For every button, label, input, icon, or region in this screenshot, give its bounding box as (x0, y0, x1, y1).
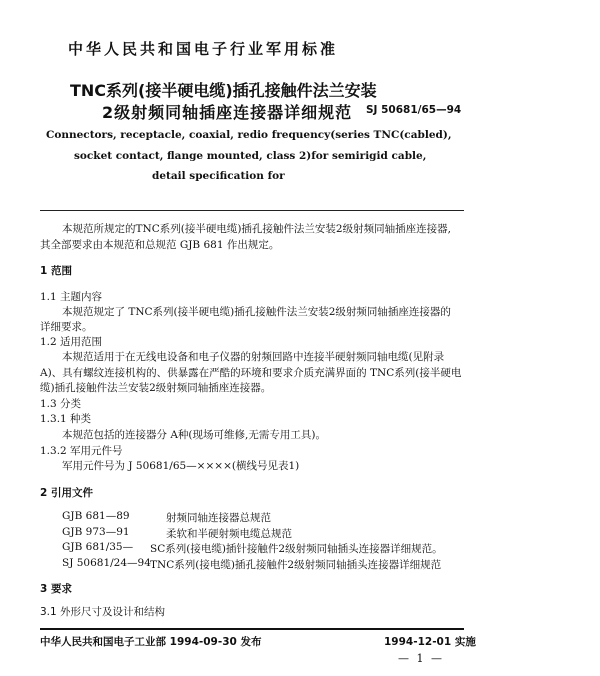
section-1-1-line1: 本规范规定了 TNC系列(接半硬电缆)插孔接触件法兰安装2级射频同轴插座连接器的 (62, 306, 451, 318)
reference-code: GJB 681/35— (62, 541, 134, 553)
doc-title-line1: TNC系列(接半硬电缆)插孔接触件法兰安装 (70, 81, 377, 100)
english-title-line1: Connectors, receptacle, coaxial, redio frequency(series TNC(cabled), (46, 129, 452, 141)
english-title-line3: detail specification for (152, 170, 285, 182)
section-1-heading: 1 范围 (40, 265, 72, 277)
section-1-3-2-heading: 1.3.2 军用元件号 (40, 445, 123, 457)
section-2-heading: 2 引用文件 (40, 487, 93, 499)
section-1-2-line1: 本规范适用于在无线电设备和电子仪器的射频回路中连接半硬射频同轴电缆(见附录 (62, 351, 445, 363)
section-1-1-heading: 1.1 主题内容 (40, 291, 103, 303)
section-1-1-line2: 详细要求。 (40, 321, 93, 333)
effective-date: 1994-12-01 实施 (384, 636, 476, 648)
reference-title: 射频同轴连接器总规范 (166, 512, 271, 524)
section-1-2-line3: 缆)插孔接触件法兰安装2级射频同轴插座连接器。 (40, 382, 272, 394)
title-divider (40, 210, 464, 211)
section-3-1-heading: 3.1 外形尺寸及设计和结构 (40, 606, 166, 618)
reference-code: SJ 50681/24—94 (62, 557, 151, 569)
reference-title: SC系列(接电缆)插针接触件2级射频同轴插头连接器详细规范。 (150, 543, 443, 555)
section-1-3-2-line1: 军用元件号为 J 50681/65—××××(横线号见表1) (62, 460, 300, 472)
org-title: 中华人民共和国电子行业军用标准 (68, 40, 339, 58)
intro-line2: 其全部要求由本规范和总规范 GJB 681 作出规定。 (40, 239, 280, 251)
section-1-3-heading: 1.3 分类 (40, 398, 82, 410)
standard-number: SJ 50681/65—94 (366, 104, 462, 116)
reference-title: 柔软和半硬射频电缆总规范 (166, 528, 292, 540)
section-1-3-1-line1: 本规范包括的连接器分 A种(现场可维修,无需专用工具)。 (62, 429, 326, 441)
section-1-3-1-heading: 1.3.1 种类 (40, 413, 92, 425)
footer-divider (40, 628, 464, 630)
reference-title: TNC系列(接电缆)插孔接触件2级射频同轴插头连接器详细规范 (150, 559, 442, 571)
page-number: — 1 — (398, 652, 444, 665)
doc-title-line2: 2级射频同轴插座连接器详细规范 (102, 103, 353, 122)
section-3-heading: 3 要求 (40, 583, 72, 595)
reference-code: GJB 973—91 (62, 526, 130, 538)
intro-line1: 本规范所规定的TNC系列(接半硬电缆)插孔接触件法兰安装2级射频同轴插座连接器, (62, 223, 451, 235)
section-1-2-line2: A)、具有螺纹连接机构的、供暴露在严酷的环境和要求介质充满界面的 TNC系列(接半硬电 (40, 367, 462, 379)
english-title-line2: socket contact, flange mounted, class 2)for semirigid cable, (74, 150, 427, 162)
reference-code: GJB 681—89 (62, 510, 130, 522)
section-1-2-heading: 1.2 适用范围 (40, 336, 103, 348)
issuer-and-date: 中华人民共和国电子工业部 1994-09-30 发布 (40, 636, 262, 648)
